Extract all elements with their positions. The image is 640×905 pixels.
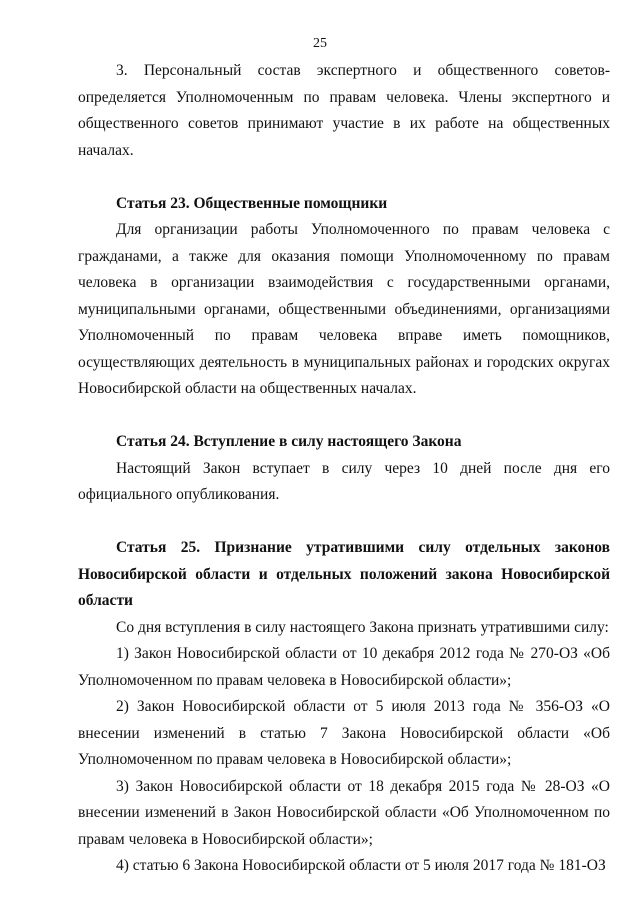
paragraph-public-assistants: Для организации работы Уполномоченного по правам человека с гражданами, а также для оказания помощи Уполномоченному по правам человека в организации взаимодействия с государственными органами, муниципальными органами, общественными объединениями, организациями Уполномоченный по правам человека вправе иметь помощников, осуществляющих деятельность в муниципальных районах и городских округах Новосибирской области на общественных началах. [78, 221, 610, 397]
article-23-heading: Статья 23. Общественные помощники [116, 194, 388, 212]
spacer [78, 164, 610, 191]
document-body [78, 58, 610, 880]
list-item-1: 1) Закон Новосибирской области от 10 декабря 2012 года № 270-ОЗ «Об Уполномоченном по правам человека в Новосибирской области»; [78, 645, 610, 689]
spacer [78, 403, 610, 430]
paragraph-repeal-intro: Со дня вступления в силу настоящего Закона признать утратившими силу: [116, 618, 609, 636]
paragraph-entry-into-force: Настоящий Закон вступает в силу через 10 дней после дня его официального опубликования. [78, 459, 610, 503]
paragraph-council-composition: 3. Персональный состав экспертного и общественного советов-определяется Уполномоченным по правам человека. Члены экспертного и общественного советов принимают участие в их работе на общественных началах. [78, 62, 610, 159]
list-item-4: 4) статью 6 Закона Новосибирской области от 5 июля 2017 года № 181-ОЗ [116, 857, 606, 874]
list-item-3: 3) Закон Новосибирской области от 18 декабря 2015 года № 28-ОЗ «О внесении изменений в Закон Новосибирской области «Об Уполномоченном по правам человека в Новосибирской области»; [78, 777, 610, 848]
list-item-2: 2) Закон Новосибирской области от 5 июля 2013 года № 356-ОЗ «О внесении изменений в статью 7 Закона Новосибирской области «Об Уполномоченном по правам человека в Новосибирской области»; [78, 698, 610, 768]
page-number: 25 [313, 36, 327, 51]
article-25-heading: Статья 25. Признание утратившими силу отдельных законов Новосибирской области и отдельных положений закона Новосибирской области [78, 539, 610, 609]
article-24-heading: Статья 24. Вступление в силу настоящего Закона [116, 433, 462, 450]
spacer [78, 509, 610, 536]
